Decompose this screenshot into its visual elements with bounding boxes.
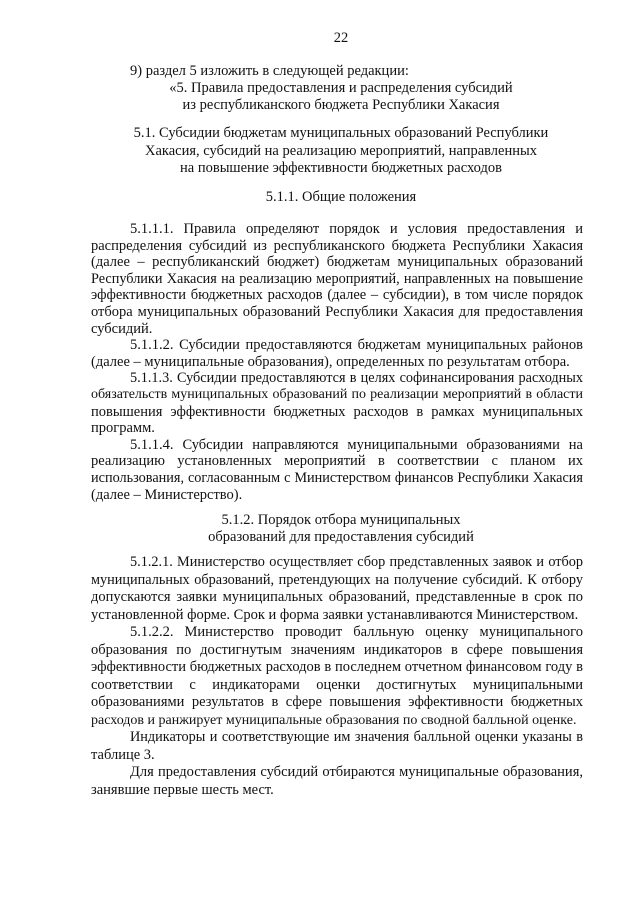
text-line: 5.1.2.1. Министерство осуществляет сбор представленных заявок и отбор	[130, 554, 583, 570]
general-provisions-title	[91, 189, 591, 206]
general-provisions-paragraph	[91, 437, 583, 503]
text-line: установленной форме. Срок и форма заявки устанавливаются Министерством.	[91, 606, 579, 623]
text-line: из республиканского бюджета Республики Хакасия	[182, 96, 500, 113]
selection-procedure-paragraph	[91, 764, 583, 799]
amendment-intro	[91, 63, 583, 80]
text-line: 5.1.1. Общие положения	[265, 188, 417, 205]
text-line: обязательств муниципальных образований по реализации мероприятий в области	[91, 386, 583, 402]
selection-procedure-paragraph	[91, 729, 583, 764]
text-line: на повышение эффективности бюджетных расходов	[180, 160, 502, 176]
text-line: таблице 3.	[91, 746, 155, 763]
text-line: эффективности бюджетных расходов в последнем отчетном финансовом году в	[91, 659, 583, 675]
text-line: соответствии с индикаторами оценки достигнутых муниципальными	[91, 676, 583, 693]
text-line: (далее – Министерство).	[91, 486, 243, 503]
text-line: распределения субсидий из республиканского бюджета Республики Хакасия	[91, 237, 583, 254]
text-line: 5.1.1.2. Субсидии предоставляются бюджетам муниципальных районов	[130, 337, 583, 354]
text-line: 5.1. Субсидии бюджетам муниципальных образований Республики	[133, 125, 549, 141]
text-line: муниципальных образований, претендующих на получение субсидий. К отбору	[91, 571, 583, 588]
selection-procedure-title	[91, 512, 591, 546]
general-provisions-paragraph	[91, 337, 583, 370]
text-line: образования по достигнутым значениям индикаторов в сфере повышения	[91, 641, 583, 658]
text-line: использования, согласованным с Министерством финансов Республики Хакасия	[91, 469, 583, 486]
text-line: Для предоставления субсидий отбираются муниципальные образования,	[130, 764, 583, 780]
text-line: Хакасия, субсидий на реализацию мероприятий, направленных	[144, 142, 537, 159]
text-line: расходов и ранжирует муниципальные образования по сводной балльной оценке.	[91, 712, 577, 728]
text-line: реализацию установленных мероприятий в соответствии с планом их	[91, 453, 583, 470]
text-line: Республики Хакасия на реализацию мероприятий, направленных на повышение	[91, 270, 583, 287]
general-provisions-paragraph	[91, 370, 583, 436]
text-line: программ.	[91, 420, 155, 437]
text-line: 9) раздел 5 изложить в следующей редакции:	[130, 62, 409, 79]
text-line: образованиями результатов в сфере повышения эффективности бюджетных	[91, 694, 583, 710]
text-line: повышения эффективности бюджетных расходов в рамках муниципальных	[91, 403, 583, 420]
text-line: образований для предоставления субсидий	[208, 528, 474, 545]
text-line: допускаются заявки муниципальных образований, представленные в срок по	[91, 589, 583, 605]
subsection-title	[91, 125, 591, 178]
text-line: эффективности бюджетных расходов (далее – субсидии), в том числе порядок	[91, 287, 583, 304]
page-number: 22	[333, 30, 349, 46]
selection-procedure-paragraph	[91, 554, 583, 624]
selection-procedure-paragraph	[91, 624, 583, 729]
text-line: (далее – муниципальные образования), определенных по результатам отбора.	[91, 353, 570, 370]
text-line: отбора муниципальных образований Республики Хакасия для предоставления	[91, 303, 583, 320]
text-line: 5.1.1.4. Субсидии направляются муниципальными образованиями на	[130, 436, 583, 453]
text-line: 5.1.2. Порядок отбора муниципальных	[221, 511, 461, 528]
text-line: занявшие первые шесть мест.	[91, 781, 274, 798]
text-line: Индикаторы и соответствующие им значения балльной оценки указаны в	[130, 729, 583, 745]
text-line: «5. Правила предоставления и распределения субсидий	[169, 79, 513, 96]
text-line: (далее – республиканский бюджет) бюджетам муниципальных образований	[91, 254, 583, 271]
general-provisions-paragraph	[91, 221, 583, 337]
text-line: 5.1.1.1. Правила определяют порядок и условия предоставления и	[130, 221, 583, 237]
text-line: субсидий.	[91, 320, 153, 337]
section-title	[91, 80, 591, 114]
text-line: 5.1.2.2. Министерство проводит балльную оценку муниципального	[130, 624, 583, 640]
text-line: 5.1.1.3. Субсидии предоставляются в целях софинансирования расходных	[130, 370, 583, 387]
